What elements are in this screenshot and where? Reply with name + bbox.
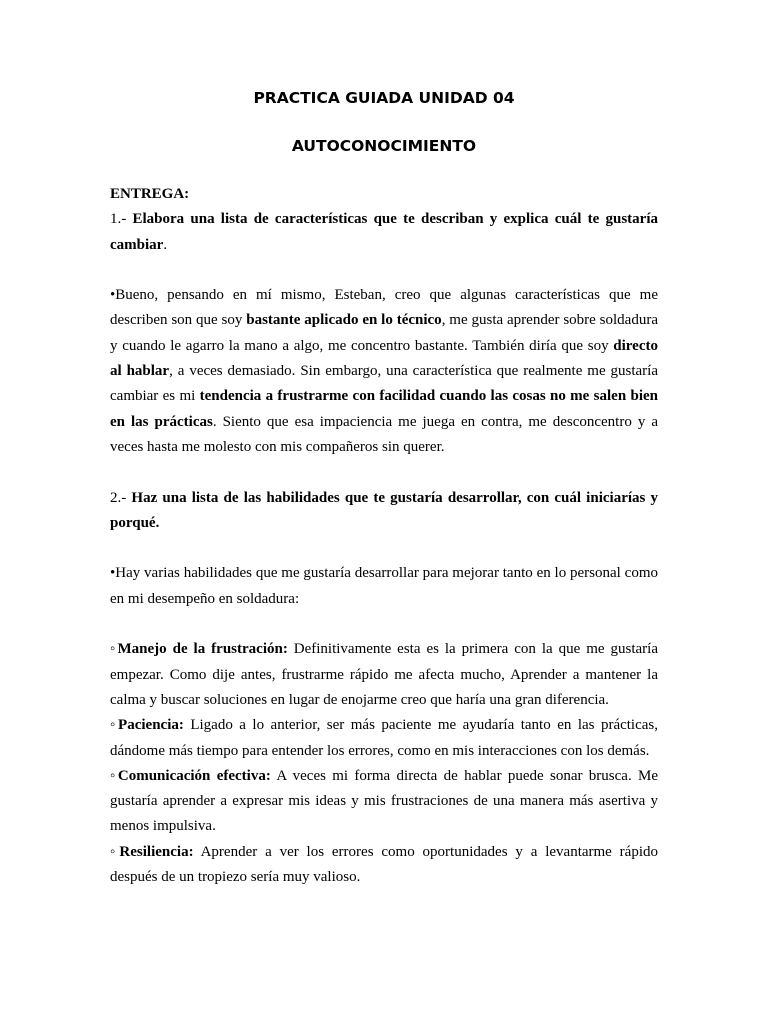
answer-2-intro: •Hay varias habilidades que me gustaría desarrollar para mejorar tanto en lo personal como en mi desempeño en soldadura: xyxy=(110,565,658,607)
skill-item: ◦Paciencia: Ligado a lo anterior, ser más paciente me ayudaría tanto en las prácticas, dándome más tiempo para entender los errores, como en mis interacciones con los demás. xyxy=(110,717,658,759)
bullet-icon: ◦ xyxy=(110,717,119,734)
skill-item: ◦Comunicación efectiva: A veces mi forma directa de hablar puede sonar brusca. Me gustaría aprender a expresar mis ideas y mis frustraciones de una manera más asertiva y menos impulsiva. xyxy=(110,767,659,835)
skill-item: ◦Manejo de la frustración: Definitivamente esta es la primera con la que me gustaría empezar. Como dije antes, frustrarme rápido me afecta mucho, Aprender a mantener la calma y buscar soluciones en lugar de enojarme creo que haría una gran diferencia. xyxy=(110,641,658,708)
page-title: PRACTICA GUIADA UNIDAD 04 xyxy=(253,89,515,107)
bullet-icon: ◦ xyxy=(110,843,120,860)
bullet-icon: ◦ xyxy=(110,641,118,658)
page-subtitle: AUTOCONOCIMIENTO xyxy=(291,137,477,155)
entrega-label: ENTREGA: xyxy=(110,186,190,202)
question-2: 2.- Haz una lista de las habilidades que te gustaría desarrollar, con cuál iniciarías y porqué. xyxy=(110,489,659,531)
skill-item: ◦Resiliencia: Aprender a ver los errores como oportunidades y a levantarme rápido después de un tropiezo sería muy valioso. xyxy=(110,843,658,886)
question-1: 1.- Elabora una lista de características que te describan y explica cuál te gustaría cambiar. xyxy=(110,211,658,253)
bullet-icon: ◦ xyxy=(110,767,118,784)
document-body xyxy=(110,182,658,890)
answer-1: •Bueno, pensando en mí mismo, Esteban, creo que algunas características que me describen son que soy bastante aplicado en lo técnico, me gusta aprender sobre soldadura y cuando le agarro la mano a algo, me concentro bastante. También diría que soy directo al hablar, a veces demasiado. Sin embargo, una característica que realmente me gustaría cambiar es mi tendencia a frustrarme con facilidad cuando las cosas no me salen bien en las prácticas. Siento que esa impaciencia me juega en contra, me desconcentro y a veces hasta me molesto con mis compañeros sin querer. xyxy=(110,287,658,455)
